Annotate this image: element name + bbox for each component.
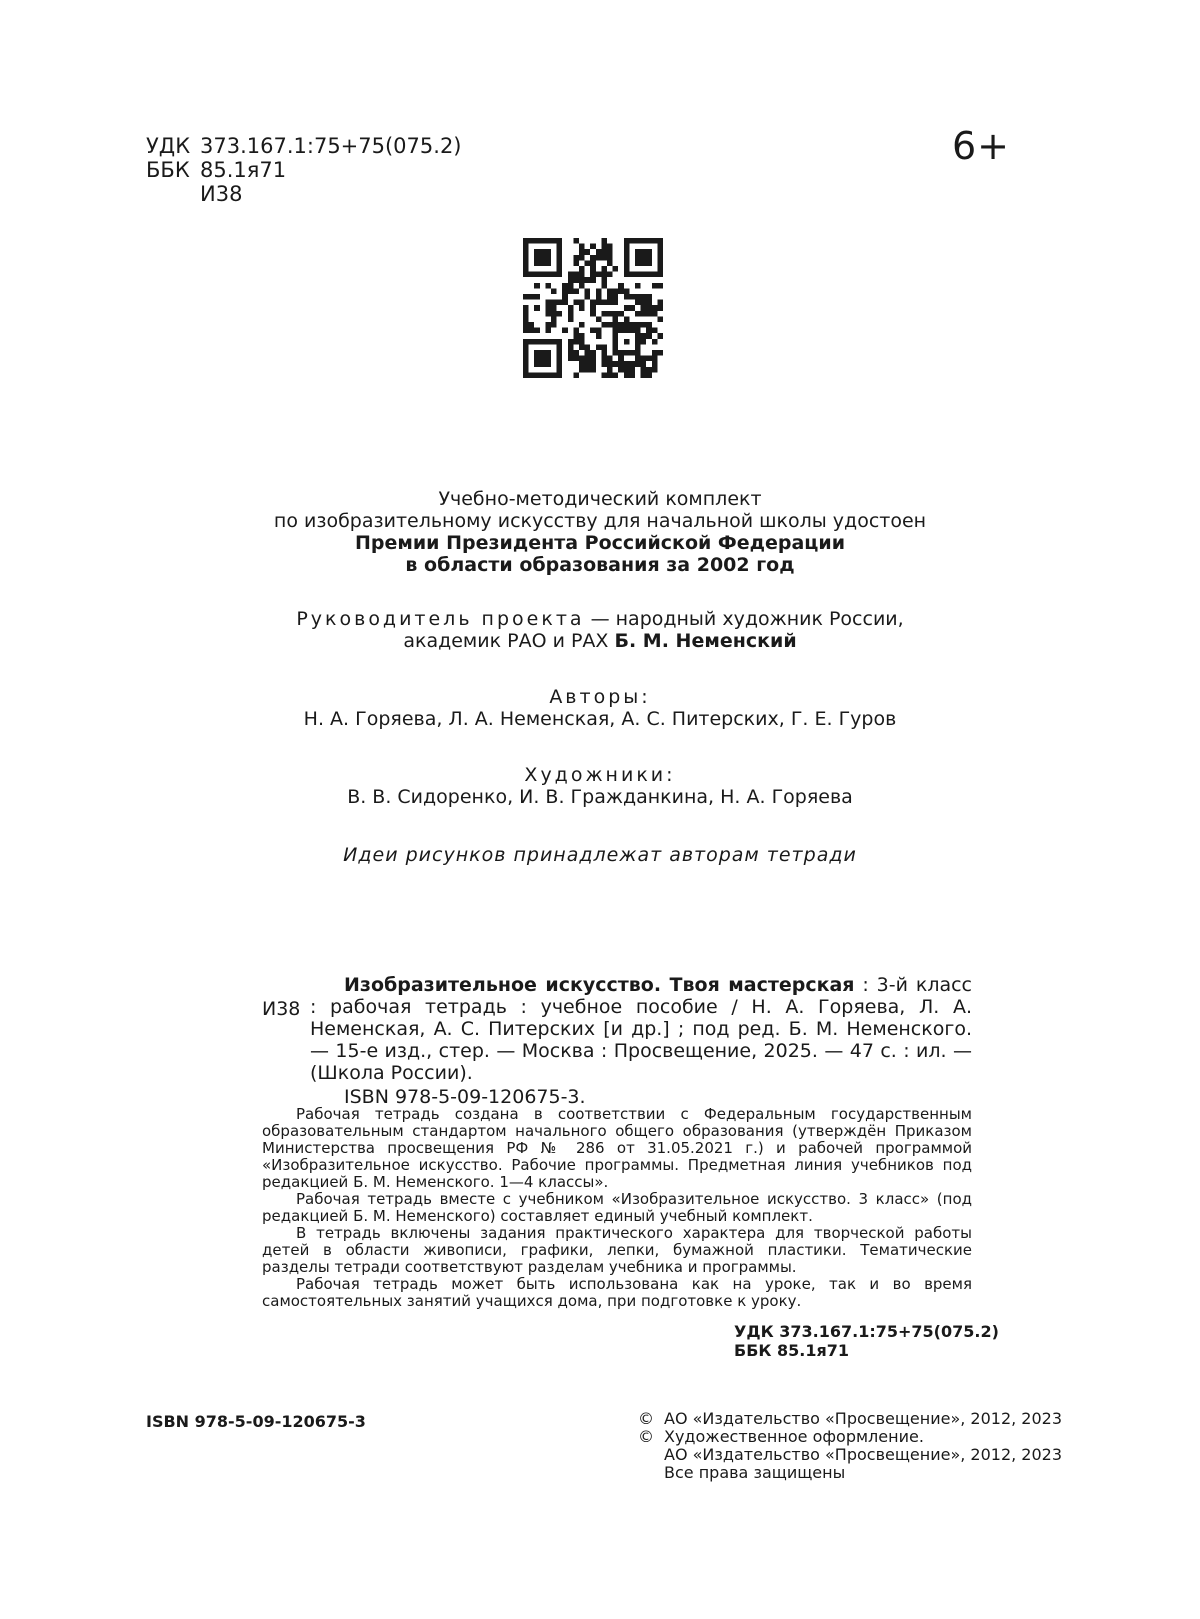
catalog-title: Изобразительное искусство. Твоя мастерская	[344, 974, 855, 996]
annotation-block	[262, 1106, 972, 1310]
project-lead-block	[0, 608, 1200, 652]
footer-bbk: ББК 85.1я71	[734, 1341, 850, 1360]
bbk-label: ББК	[146, 158, 190, 182]
classification-header	[146, 134, 462, 206]
artists-block	[0, 764, 1200, 808]
artists-names: В. В. Сидоренко, И. В. Гражданкина, Н. А. Горяева	[347, 786, 853, 808]
copyright-row-2	[638, 1428, 1062, 1446]
annotation-paragraph: Рабочая тетрадь вместе с учебником «Изобразительное искусство. 3 класс» (под редакцией Б. М. Неменского) составляет единый учебный комплект.	[262, 1190, 972, 1225]
author-mark: И38	[200, 182, 243, 206]
project-lead-title: — народный художник России,	[584, 608, 904, 630]
udk-value: 373.167.1:75+75(075.2)	[200, 134, 462, 158]
annotation-paragraph: Рабочая тетрадь создана в соответствии с Федеральным государственным образовательным стандартом начального общего образования (утверждён Приказом Министерства просвещения РФ № 286 от 31.05.2021 г.) и рабочей программой «Изобразительное искусство. Рабочие программы. Предметная линия учебников под редакцией Б. М. Неменского. 1—4 классы».	[262, 1105, 972, 1191]
bbk-row	[146, 158, 462, 182]
copyright-icon: ©	[638, 1409, 654, 1428]
bbk-value: 85.1я71	[200, 158, 287, 182]
authors-names: Н. А. Горяева, Л. А. Неменская, А. С. Питерских, Г. Е. Гуров	[303, 708, 897, 730]
catalog-code: И38	[262, 998, 301, 1020]
copyright-line-1: АО «Издательство «Просвещение», 2012, 2023	[664, 1409, 1063, 1428]
catalog-isbn: ISBN 978-5-09-120675-3.	[344, 1086, 586, 1108]
copyright-block	[638, 1410, 1062, 1482]
annotation-paragraph: В тетрадь включены задания практического характера для творческой работы детей в области живописи, графики, лепки, бумажной пластики. Тематические разделы тетради соответствуют разделам учебника и программы.	[262, 1224, 972, 1276]
authors-label: Авторы:	[549, 686, 651, 708]
qr-code-icon	[523, 238, 663, 378]
copyright-line-3: АО «Издательство «Просвещение», 2012, 2023	[664, 1445, 1063, 1464]
footer-udk: УДК 373.167.1:75+75(075.2)	[734, 1322, 999, 1341]
award-line-2: по изобразительному искусству для начальной школы удостоен	[273, 510, 927, 532]
project-lead-rank: академик РАО и РАХ	[403, 630, 615, 652]
award-line-3: Премии Президента Российской Федерации	[354, 532, 846, 554]
project-lead-name: Б. М. Неменский	[614, 630, 797, 652]
catalog-description-block	[310, 974, 972, 1084]
artists-label: Художники:	[524, 764, 676, 786]
project-lead-label: Руководитель проекта	[296, 608, 585, 630]
catalog-description: : 3-й класс : рабочая тетрадь : учебное пособие / Н. А. Горяева, Л. А. Неменская, А. С. Питерских [и др.] ; под ред. Б. М. Неменского. — 15-е изд., стер. — Москва : Просвещение, 2025. — 47 с. : ил. — (Школа России).	[310, 974, 972, 1084]
project-lead-line-2	[0, 630, 1200, 652]
annotation-paragraph: Рабочая тетрадь может быть использована как на уроке, так и во время самостоятельных занятий учащихся дома, при подготовке к уроку.	[262, 1275, 972, 1310]
footer-isbn: ISBN 978-5-09-120675-3	[146, 1412, 366, 1431]
udk-row	[146, 134, 462, 158]
ideas-note: Идеи рисунков принадлежат авторам тетради	[343, 844, 857, 866]
award-block	[0, 488, 1200, 576]
copyright-line-4: Все права защищены	[664, 1463, 846, 1482]
award-line-4: в области образования за 2002 год	[405, 554, 795, 576]
project-lead-line-1	[0, 608, 1200, 630]
copyright-icon: ©	[638, 1427, 654, 1446]
age-rating: 6+	[951, 124, 1010, 168]
copyright-line-2: Художественное оформление.	[664, 1427, 924, 1446]
footer-classification	[734, 1322, 999, 1360]
catalog-entry	[262, 974, 972, 1108]
award-line-1: Учебно-методический комплект	[438, 488, 762, 510]
author-mark-row	[146, 182, 462, 206]
authors-block	[0, 686, 1200, 730]
udk-label: УДК	[146, 134, 191, 158]
copyright-row-1	[638, 1410, 1062, 1428]
